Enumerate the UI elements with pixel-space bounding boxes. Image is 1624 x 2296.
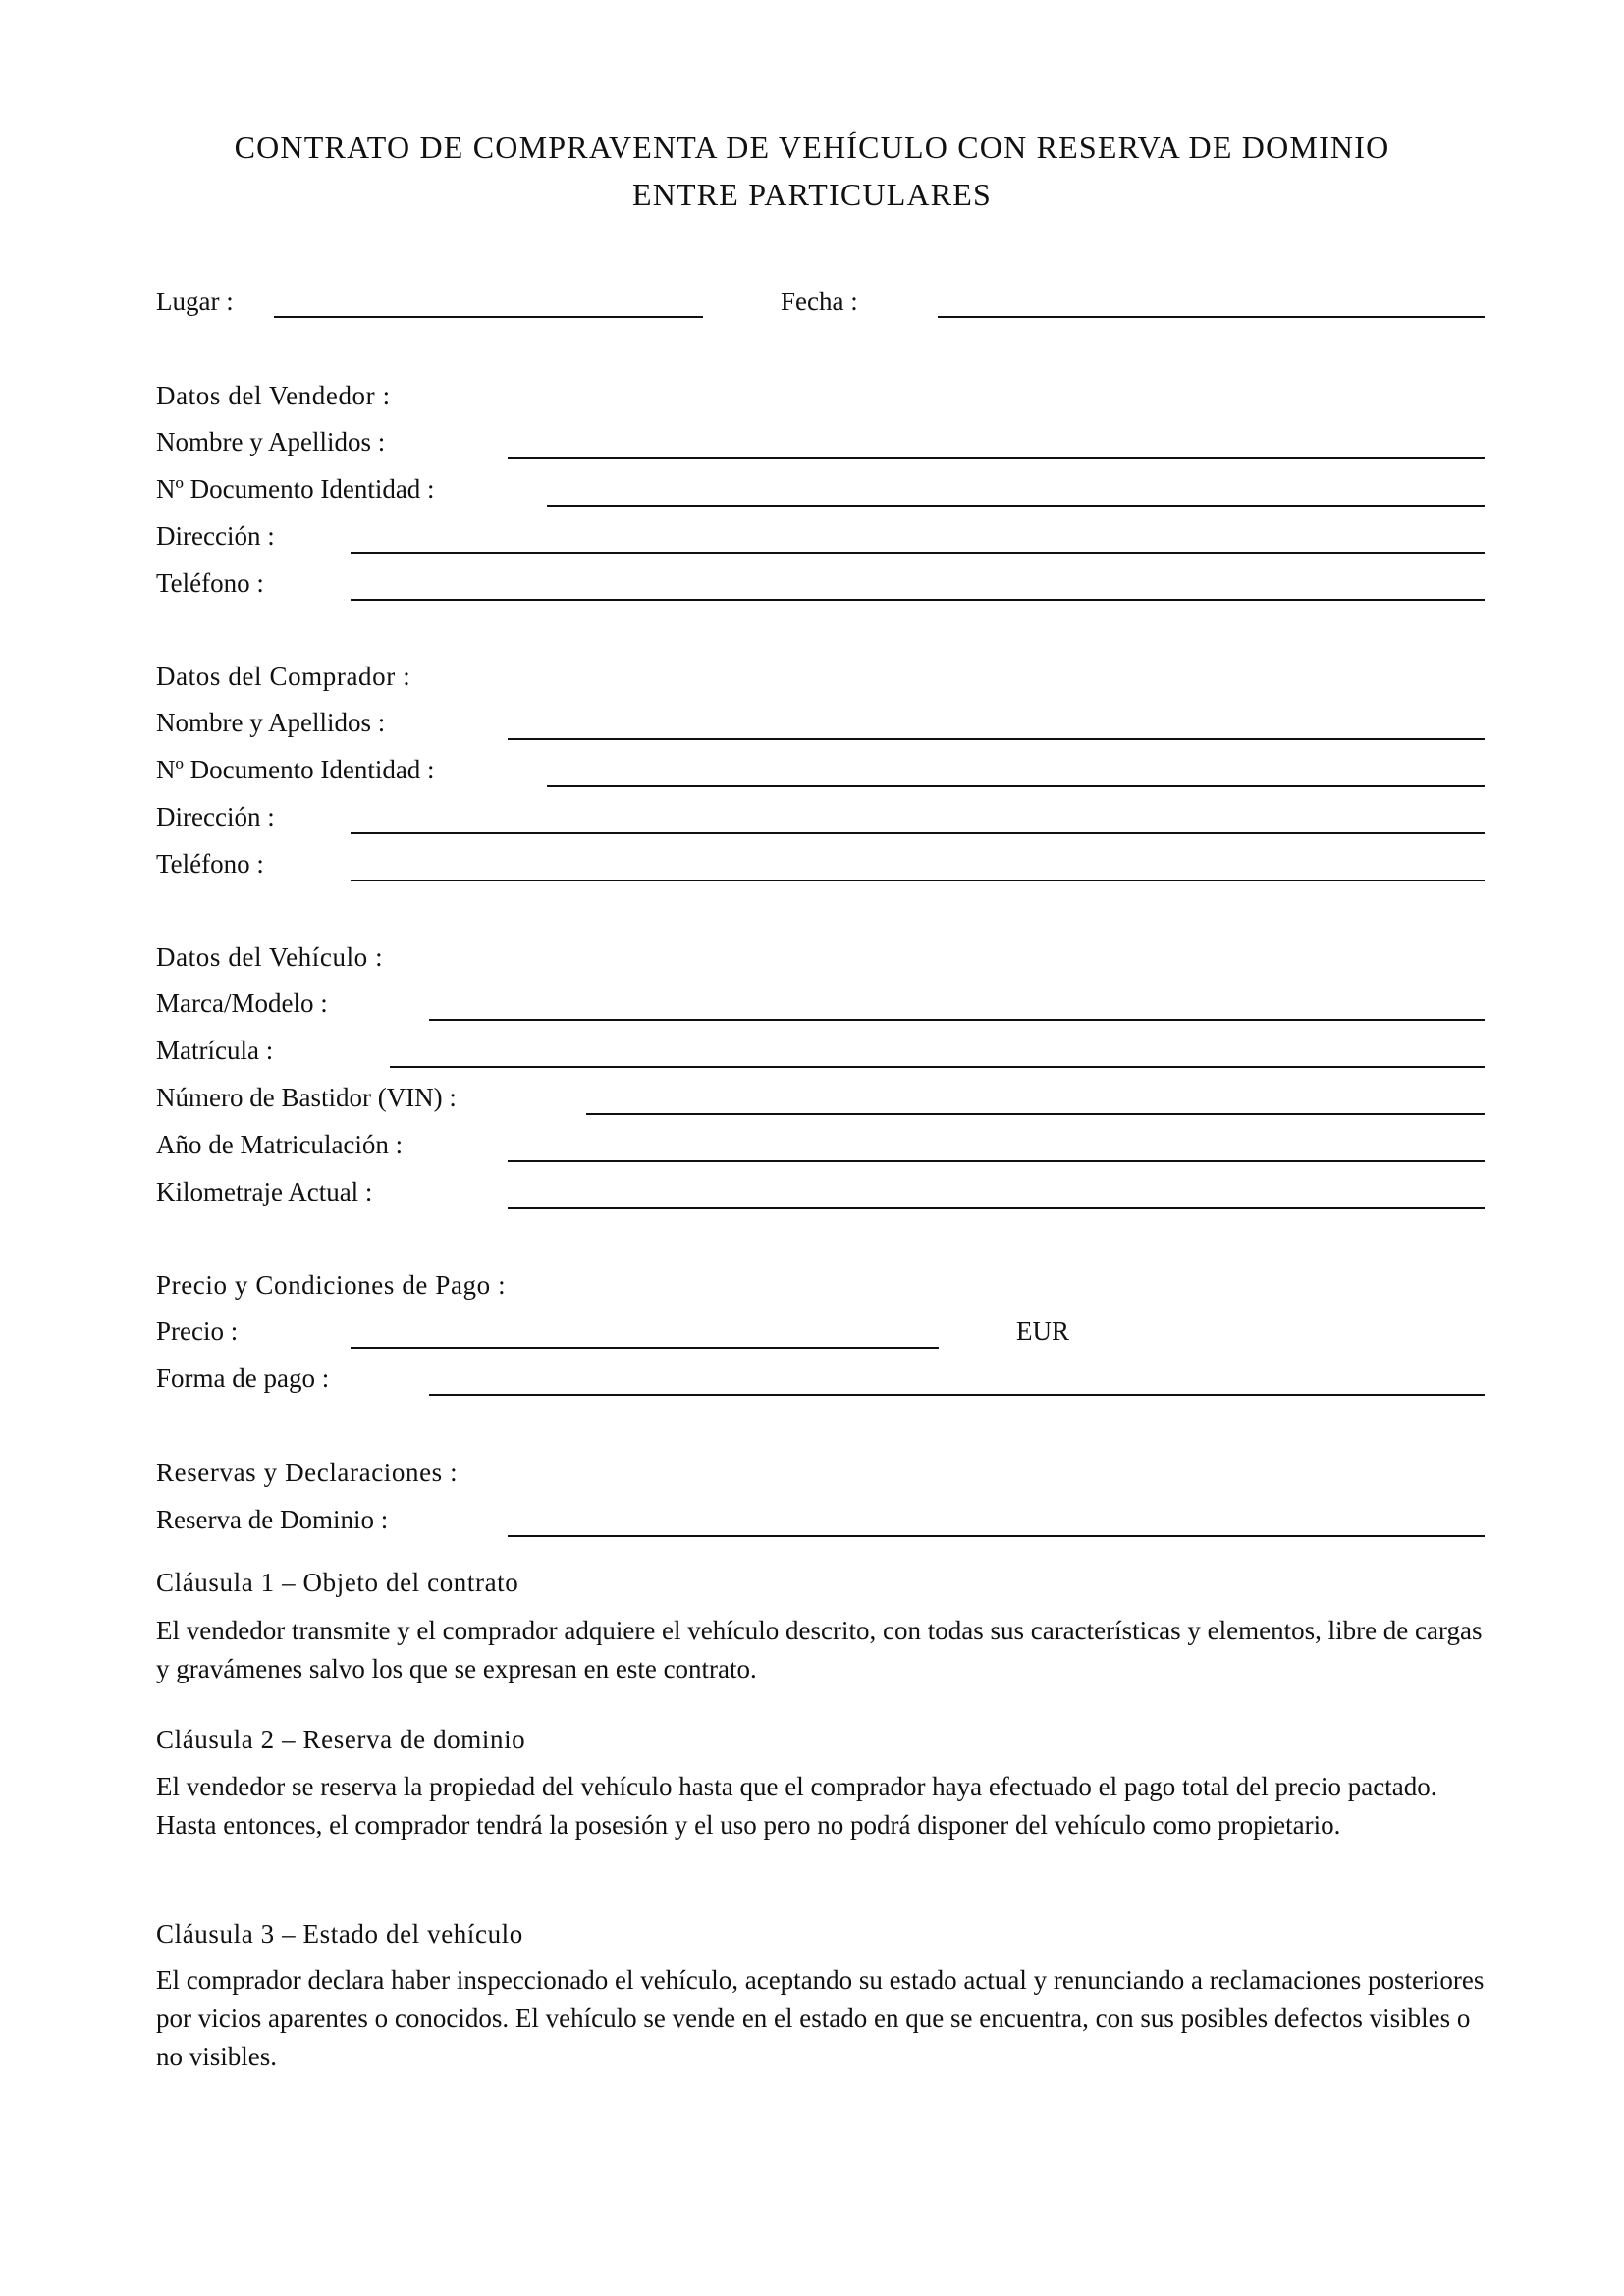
vehicle-vin-label: Número de Bastidor (VIN) : [156,1083,457,1112]
buyer-phone-field[interactable] [351,880,1485,881]
clause-2-heading: Cláusula 2 – Reserva de dominio [156,1725,526,1754]
place-field[interactable] [274,316,703,318]
reserves-heading: Reservas y Declaraciones : [156,1458,459,1487]
buyer-name-label: Nombre y Apellidos : [156,708,386,737]
seller-id-label: Nº Documento Identidad : [156,474,435,504]
seller-name-field[interactable] [508,457,1485,459]
vehicle-plate-field[interactable] [390,1066,1485,1068]
date-field[interactable] [938,316,1485,318]
vehicle-year-field[interactable] [508,1160,1485,1162]
document-title [0,124,1624,218]
price-field[interactable] [351,1347,939,1349]
vehicle-vin-field[interactable] [586,1113,1485,1115]
clause-1-heading: Cláusula 1 – Objeto del contrato [156,1568,519,1597]
reserve-label: Reserva de Dominio : [156,1505,389,1534]
payment-method-field[interactable] [429,1394,1485,1396]
clause-3-heading: Cláusula 3 – Estado del vehículo [156,1919,523,1949]
buyer-heading: Datos del Comprador : [156,662,411,691]
vehicle-plate-label: Matrícula : [156,1036,274,1065]
payment-method-label: Forma de pago : [156,1363,330,1393]
seller-heading: Datos del Vendedor : [156,381,391,410]
clause-2-text: El vendedor se reserva la propiedad del vehículo hasta que el comprador haya efectuado el pago total del precio pactado. Hasta entonces, el comprador tendrá la posesión y el uso pero no podrá disponer del vehículo como propietario. [156,1772,1437,1840]
seller-phone-field[interactable] [351,599,1485,601]
date-label: Fecha : [781,287,858,316]
place-label: Lugar : [156,287,234,316]
vehicle-km-label: Kilometraje Actual : [156,1177,373,1206]
clause-3-text: El comprador declara haber inspeccionado el vehículo, aceptando su estado actual y renunciando a reclamaciones posteriores por vicios aparentes o conocidos. El vehículo se vende en el estado en que se encuentra, con sus posibles defectos visibles o no visibles. [156,1965,1485,2071]
buyer-address-label: Dirección : [156,802,275,831]
title-line-1: CONTRATO DE COMPRAVENTA DE VEHÍCULO CON RESERVA DE DOMINIO [234,130,1390,165]
vehicle-km-field[interactable] [508,1207,1485,1209]
seller-phone-label: Teléfono : [156,568,264,598]
title-line-2: ENTRE PARTICULARES [631,177,993,212]
vehicle-model-field[interactable] [429,1019,1485,1021]
vehicle-heading: Datos del Vehículo : [156,942,384,972]
buyer-id-field[interactable] [547,785,1485,787]
buyer-id-label: Nº Documento Identidad : [156,755,435,784]
vehicle-year-label: Año de Matriculación : [156,1130,404,1159]
payment-heading: Precio y Condiciones de Pago : [156,1270,507,1300]
reserve-field[interactable] [508,1535,1485,1537]
buyer-name-field[interactable] [508,738,1485,740]
price-label: Precio : [156,1316,239,1346]
buyer-address-field[interactable] [351,832,1485,834]
seller-address-field[interactable] [351,552,1485,554]
vehicle-model-label: Marca/Modelo : [156,988,328,1018]
clause-1-text: El vendedor transmite y el comprador adquiere el vehículo descrito, con todas sus características y elementos, libre de cargas y gravámenes salvo los que se expresan en este contrato. [156,1616,1483,1683]
seller-address-label: Dirección : [156,521,275,551]
buyer-phone-label: Teléfono : [156,849,264,879]
seller-id-field[interactable] [547,505,1485,507]
seller-name-label: Nombre y Apellidos : [156,427,386,456]
currency-label: EUR [1016,1316,1069,1346]
